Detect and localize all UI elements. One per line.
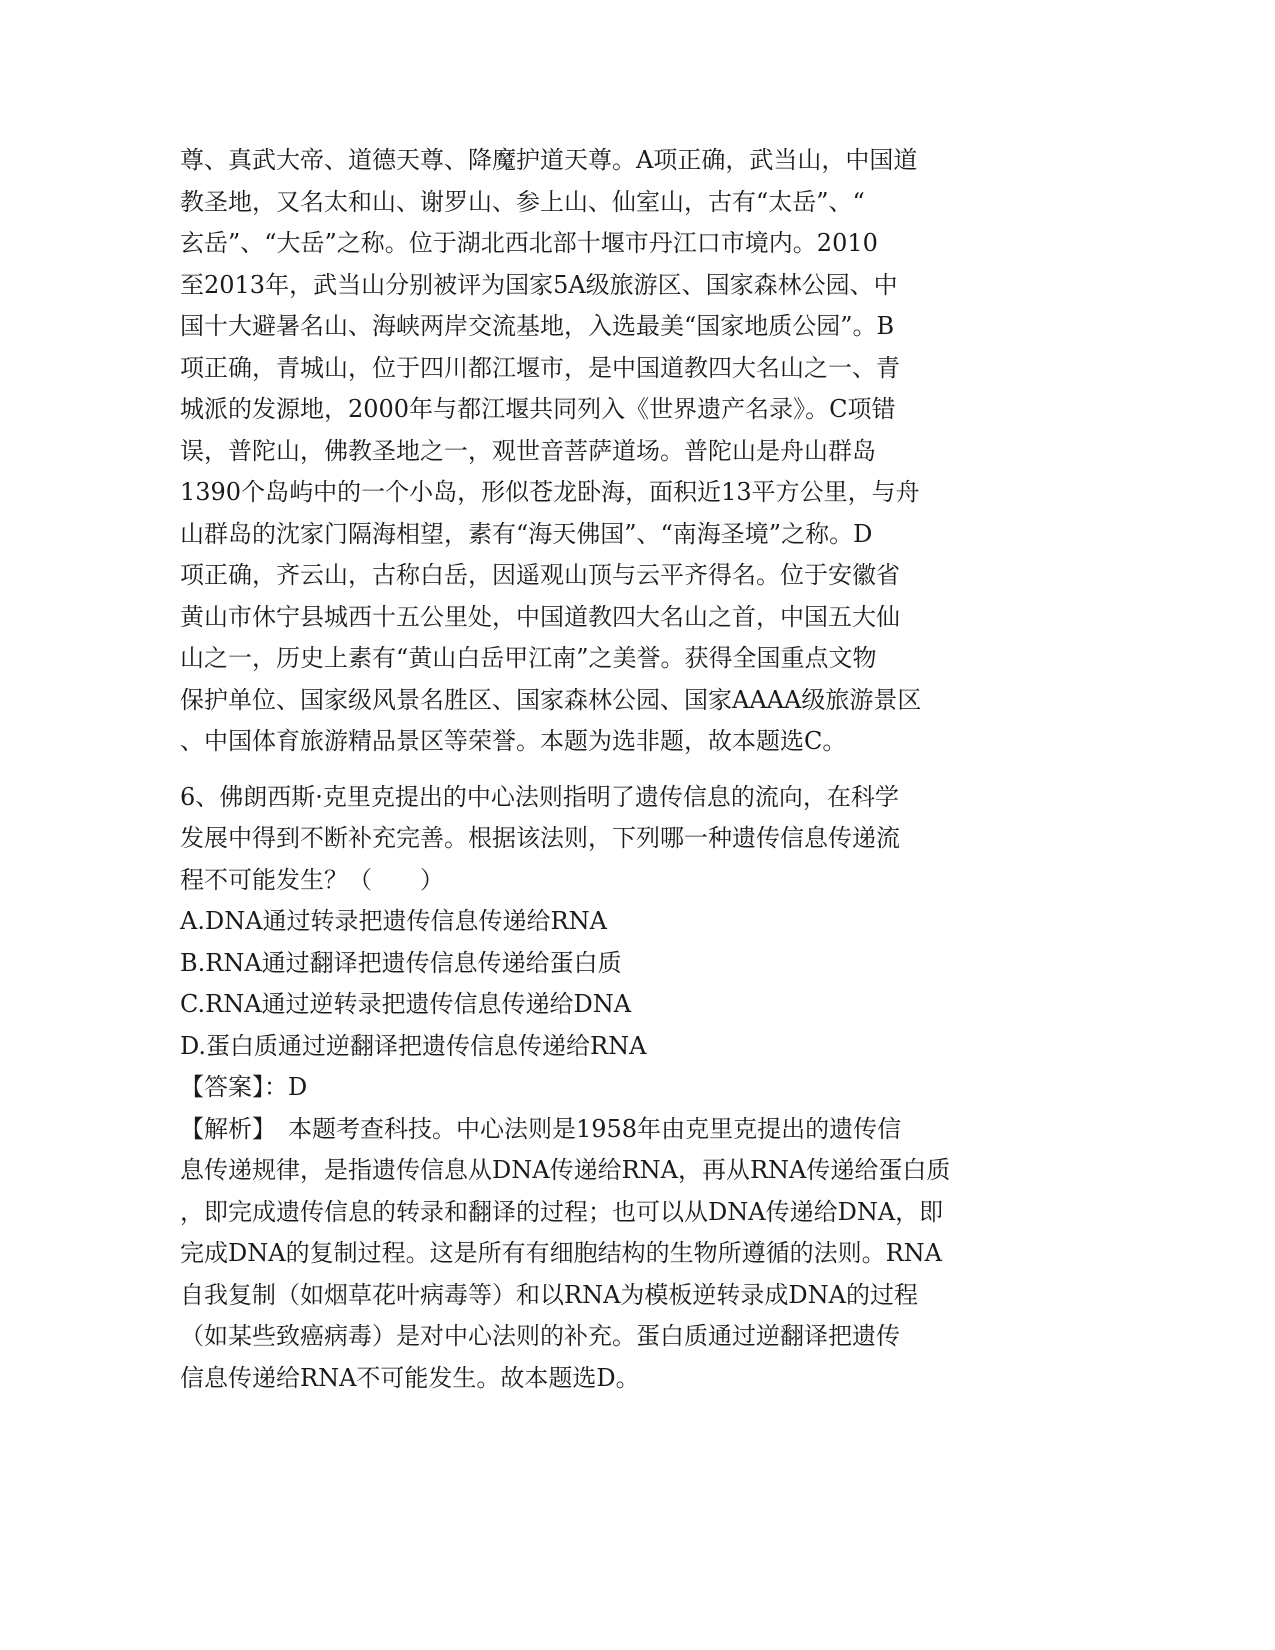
paragraph-gap: [180, 763, 1035, 777]
option-d: D.蛋白质通过逆翻译把遗传信息传递给RNA: [180, 1031, 647, 1060]
explanation-line: 城派的发源地，2000年与都江堰共同列入《世界遗产名录》。C项错: [180, 395, 896, 423]
explanation-line: 尊、真武大帝、道德天尊、降魔护道天尊。A项正确，武当山，中国道: [180, 146, 918, 174]
page-content: [180, 140, 1035, 1399]
option-b: B.RNA通过翻译把遗传信息传递给蛋白质: [180, 948, 622, 977]
answer-line: 【答案】：D: [180, 1073, 308, 1101]
analysis-line: 完成DNA的复制过程。这是所有有细胞结构的生物所遵循的法则。RNA: [180, 1239, 942, 1267]
explanation-line: 国十大避暑名山、海峡两岸交流基地，入选最美“国家地质公园”。B: [180, 312, 895, 340]
question-stem-line: 程不可能发生？（ ）: [180, 865, 444, 894]
explanation-line: 1390个岛屿中的一个小岛，形似苍龙卧海，面积近13平方公里，与舟: [180, 478, 920, 506]
previous-explanation: [180, 140, 1035, 763]
analysis-line: 息传递规律，是指遗传信息从DNA传递给RNA，再从RNA传递给蛋白质: [180, 1156, 951, 1184]
analysis-line: ，即完成遗传信息的转录和翻译的过程；也可以从DNA传递给DNA，即: [180, 1197, 944, 1226]
explanation-line: 至2013年，武当山分别被评为国家5A级旅游区、国家森林公园、中: [180, 270, 898, 299]
question-stem-line: 发展中得到不断补充完善。根据该法则，下列哪一种遗传信息传递流: [180, 824, 900, 852]
explanation-line: 项正确，齐云山，古称白岳，因遥观山顶与云平齐得名。位于安徽省: [180, 561, 900, 589]
explanation-line: 山群岛的沈家门隔海相望，素有“海天佛国”、“南海圣境”之称。D: [180, 519, 873, 548]
option-a: A.DNA通过转录把遗传信息传递给RNA: [180, 907, 607, 935]
explanation-line: 项正确，青城山，位于四川都江堰市，是中国道教四大名山之一、青: [180, 353, 900, 382]
question-stem-line: 6、佛朗西斯·克里克提出的中心法则指明了遗传信息的流向，在科学: [180, 782, 899, 811]
explanation-line: 教圣地，又名太和山、谢罗山、参上山、仙室山，古有“太岳”、“: [180, 187, 865, 216]
explanation-line: 保护单位、国家级风景名胜区、国家森林公园、国家AAAA级旅游景区: [180, 685, 922, 714]
analysis-line: 自我复制（如烟草花叶病毒等）和以RNA为模板逆转录成DNA的过程: [180, 1280, 918, 1309]
analysis-line: 【解析】 本题考查科技。中心法则是1958年由克里克提出的遗传信: [180, 1114, 902, 1143]
explanation-line: 黄山市休宁县城西十五公里处，中国道教四大名山之首，中国五大仙: [180, 602, 900, 631]
question-6: [180, 777, 1035, 1400]
explanation-line: 误，普陀山，佛教圣地之一，观世音菩萨道场。普陀山是舟山群岛: [180, 436, 876, 465]
analysis-line: （如某些致癌病毒）是对中心法则的补充。蛋白质通过逆翻译把遗传: [180, 1322, 900, 1350]
analysis-line: 信息传递给RNA不可能发生。故本题选D。: [180, 1363, 640, 1392]
explanation-line: 玄岳”、“大岳”之称。位于湖北西北部十堰市丹江口市境内。2010: [180, 229, 878, 257]
explanation-line: 、中国体育旅游精品景区等荣誉。本题为选非题，故本题选C。: [180, 727, 847, 755]
explanation-line: 山之一，历史上素有“黄山白岳甲江南”之美誉。获得全国重点文物: [180, 644, 877, 672]
option-c: C.RNA通过逆转录把遗传信息传递给DNA: [180, 990, 632, 1018]
